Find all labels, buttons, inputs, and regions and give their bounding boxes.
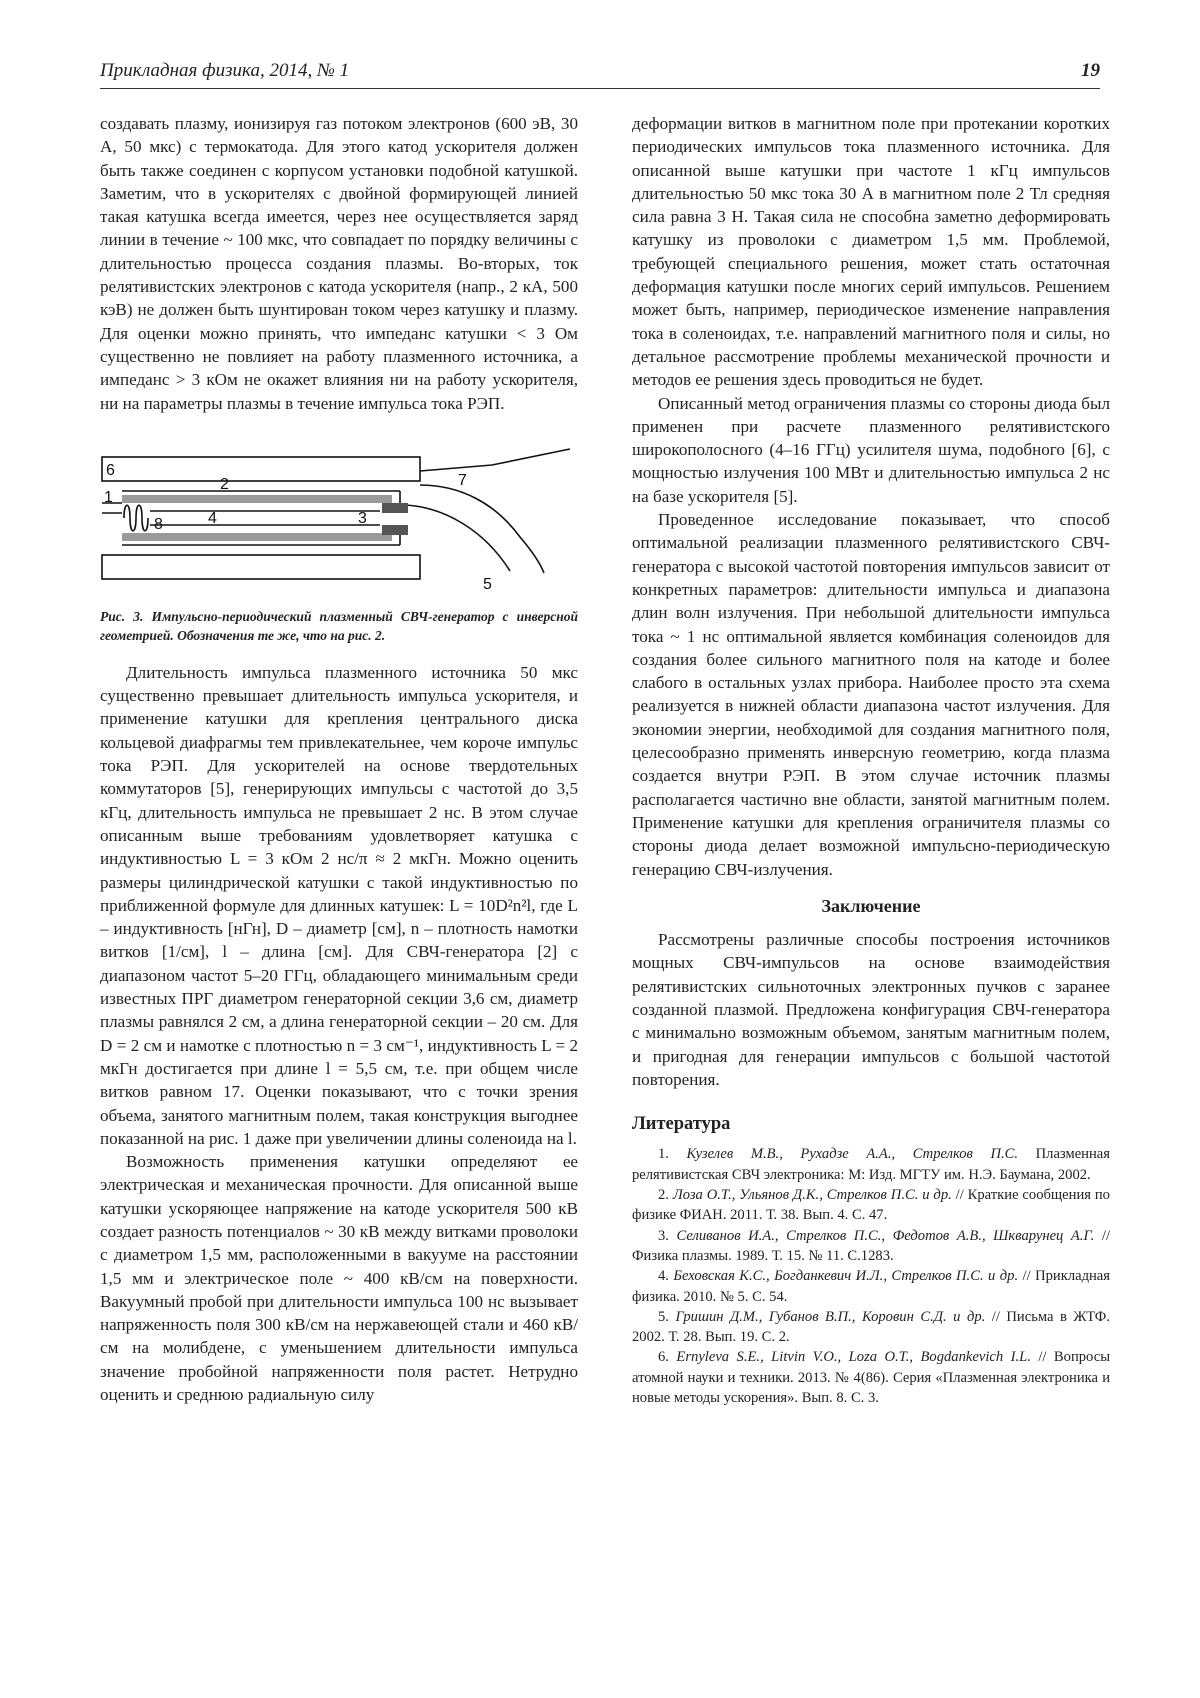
references-heading: Литература: [632, 1114, 731, 1135]
paragraph: деформации витков в магнитном поле при протекании коротких периодических импульсов тока плазменного источника. Для описанной выше катушки при частоте 1 кГц импульсов длительностью 50 мкс тока 30 А в магнитном поле 2 Тл средняя сила равна 3 Н. Такая сила не способна заметно деформировать катушку из проволоки с диаметром 1,5 мм. Проблемой, требующей специального решения, может стать остаточная деформация катушки после многих серий импульсов. Решением может быть, например, периодическое изменение направления тока в соленоидах, т.е. направлений магнитного поля и силы, но детальное рассмотрение проблемы механической прочности и методов ее решения здесь проводиться не будет.: [632, 114, 1110, 390]
horn-inner-curve: [420, 485, 544, 573]
fig-label-3: 3: [358, 509, 367, 527]
fig-label-6: 6: [106, 461, 115, 479]
references-list: [632, 1144, 1110, 1408]
paragraph: Описанный метод ограничения плазмы со стороны диода был применен при расчете плазменного релятивистского широкополосного (4–16 ГГц) усилителя шума, подобного [6], с мощностью излучения 100 МВт и длительностью импульса 2 нс на базе ускорителя [5].: [632, 393, 1110, 506]
fig-label-1: 1: [104, 488, 113, 506]
fig-label-7: 7: [458, 471, 467, 489]
fig-label-8: 8: [154, 515, 163, 533]
figure-caption: Рис. 3. Импульсно-периодический плазменный СВЧ-генератор с инверсной геометрией. Обозначения те же, что на рис. 2.: [100, 608, 578, 643]
journal-title: Прикладная физика, 2014, № 1: [100, 60, 350, 81]
fig-label-2: 2: [220, 475, 229, 493]
right-column: [632, 112, 1110, 1408]
reference-item: 3. Селиванов И.А., Стрелков П.С., Федотов А.В., Шкварунец А.Г. // Физика плазмы. 1989. Т. 15. № 11. С.1283.: [632, 1227, 1111, 1264]
solenoid-top: [102, 457, 420, 481]
collector-bottom: [382, 525, 408, 535]
reference-item: 2. Лоза О.Т., Ульянов Д.К., Стрелков П.С. и др. // Краткие сообщения по физике ФИАН. 2011. Т. 38. Вып. 4. С. 47.: [632, 1187, 1110, 1224]
solenoid-bottom: [102, 555, 420, 579]
paragraph: Длительность импульса плазменного источника 50 мкс существенно превышает длительность импульса ускорителя, и применение катушки для крепления центрального диска кольцевой диафрагмы тем привлекательнее, чем короче импульс тока РЭП. Для ускорителей на основе твердотельных коммутаторов [5], генерирующих импульсы с частотой до 3,5 кГц, длительность импульса не превышает 2 нс. В этом случае описанным выше требованиям удовлетворяет катушка с индуктивностью L = 3 кОм 2 нс/π ≈ 2 мкГн. Можно оценить размеры цилиндрической катушки с такой индуктивностью по приближенной формуле для длинных катушек: L = 10D²n²l, где L – индуктивность [нГн], D – диаметр [см], n – плотность намотки витков [1/см], l – длина [см]. Для СВЧ-генератора [2] с диапазоном частот 5–20 ГГц, обладающего минимальным среди известных ПРГ диаметром генераторной секции 3,6 см, диаметр плазмы равнялся 2 см, а длина генераторной секции – 20 см. Для D = 2 см и намотке с плотностью n = 3 см⁻¹, индуктивность L = 2 мкГн достигается при длине l = 5,5 см, т.е. при общем числе витков равном 17. Оценки показывают, что с точки зрения объема, занятого магнитным полем, такая конструкция выгоднее показанной на рис. 1 даже при увеличении длины соленоида на l.: [100, 662, 578, 1148]
collector-top: [382, 503, 408, 513]
paragraph: Проведенное исследование показывает, что способ оптимальной реализации плазменного релятивистского СВЧ-генератора с высокой частотой повторения импульсов зависит от конкретных параметров: длительности импульса и диапазона длин волн излучения. При небольшой длительности импульса тока ~ 1 нс оптимальной является комбинация соленоидов для создания более сильного магнитного поля на катоде и более слабого в остальных узлах прибора. Наиболее просто эта схема реализуется в нижней области диапазона частот излучения. Для экономии энергии, необходимой для создания магнитного поля, целесообразно применять инверсную геометрию, когда плазма создается внутри РЭП. В этом случае источник плазмы располагается частично вне области, занятой магнитным полем. Применение катушки для крепления ограничителя плазмы со стороны диода делает возможной импульсно-периодическую генерацию СВЧ-излучения.: [632, 510, 1110, 879]
fig-label-4: 4: [208, 509, 217, 527]
reference-item: 4. Беховская К.С., Богданкевич И.Л., Стрелков П.С. и др. // Прикладная физика. 2010. № 5. С. 54.: [632, 1268, 1111, 1305]
reference-item: 5. Гришин Д.М., Губанов В.П., Коровин С.Д. и др. // Письма в ЖТФ. 2002. Т. 28. Вып. 19. С. 2.: [632, 1308, 1110, 1346]
conclusion-paragraph: Рассмотрены различные способы построения источников мощных СВЧ-импульсов на основе взаимодействия релятивистских сильноточных электронных пучков с заранее созданной плазмой. Предложена конфигурация СВЧ-генератора с минимально возможным объемом, занятым магнитным полем, и пригодная для генерации импульсов с большой частотой повторения.: [632, 930, 1110, 1089]
reference-item: 1. Кузелев М.В., Рухадзе А.А., Стрелков П.С. Плазменная релятивистская СВЧ электроника: М: Изд. МГТУ им. Н.Э. Баумана, 2002.: [632, 1146, 1110, 1183]
left-column: [100, 112, 578, 1406]
conclusion-heading: Заключение: [821, 895, 921, 916]
paragraph: Возможность применения катушки определяют ее электрическая и механическая прочности. Для описанной выше катушки ускоряющее напряжение на катоде ускорителя 500 кВ создает разность потенциалов ~ 30 кВ между витками проволоки с диаметром 1,5 мм, расположенными в вакууме на расстоянии 1,5 мм и электрическое поле ~ 400 кВ/см на поверхности. Вакуумный пробой при длительности импульса 100 нс вызывает напряженность поля 300 кВ/см на нержавеющей стали и 460 кВ/см на молибдене, с уменьшением длительности импульса значение пробойной напряженности поля растет. Нетрудно оценить и среднюю радиальную силу: [100, 1152, 578, 1405]
paragraph: создавать плазму, ионизируя газ потоком электронов (600 эВ, 30 А, 50 мкс) с термокатода. Для этого катод ускорителя должен быть также соединен с корпусом установки подобной катушкой. Заметим, что в ускорителях с двойной формирующей линией такая катушка всегда имеется, через нее осуществляется заряд линии в течение ~ 100 мкс, что совпадает по порядку величины с длительностью процесса создания плазмы. Во-вторых, ток релятивистских электронов с катода ускорителя (напр., 2 кА, 500 кэВ) не должен быть шунтирован током через катушку и плазму. Для оценки можно принять, что импеданс катушки < 3 Ом существенно не повлияет на работу плазменного источника, а импеданс > 3 кОм не окажет влияния ни на работу ускорителя, ни на параметры плазмы в течение импульса тока РЭП.: [100, 114, 578, 413]
plasma-band-top: [122, 495, 392, 503]
plasma-generator-diagram: [100, 445, 578, 595]
page-number: 19: [1081, 60, 1100, 81]
figure-3: [100, 445, 578, 595]
plasma-band-bottom: [122, 533, 392, 541]
fig-label-5: 5: [483, 575, 492, 593]
horn-outer-top: [420, 449, 570, 471]
reference-item: 6. Ernyleva S.E., Litvin V.O., Loza O.T., Bogdankevich I.L. // Вопросы атомной науки и техники. 2013. № 4(86). Серия «Плазменная электроника и новые методы ускорения». Вып. 8. С. 3.: [632, 1349, 1110, 1407]
running-header: [100, 58, 1100, 89]
